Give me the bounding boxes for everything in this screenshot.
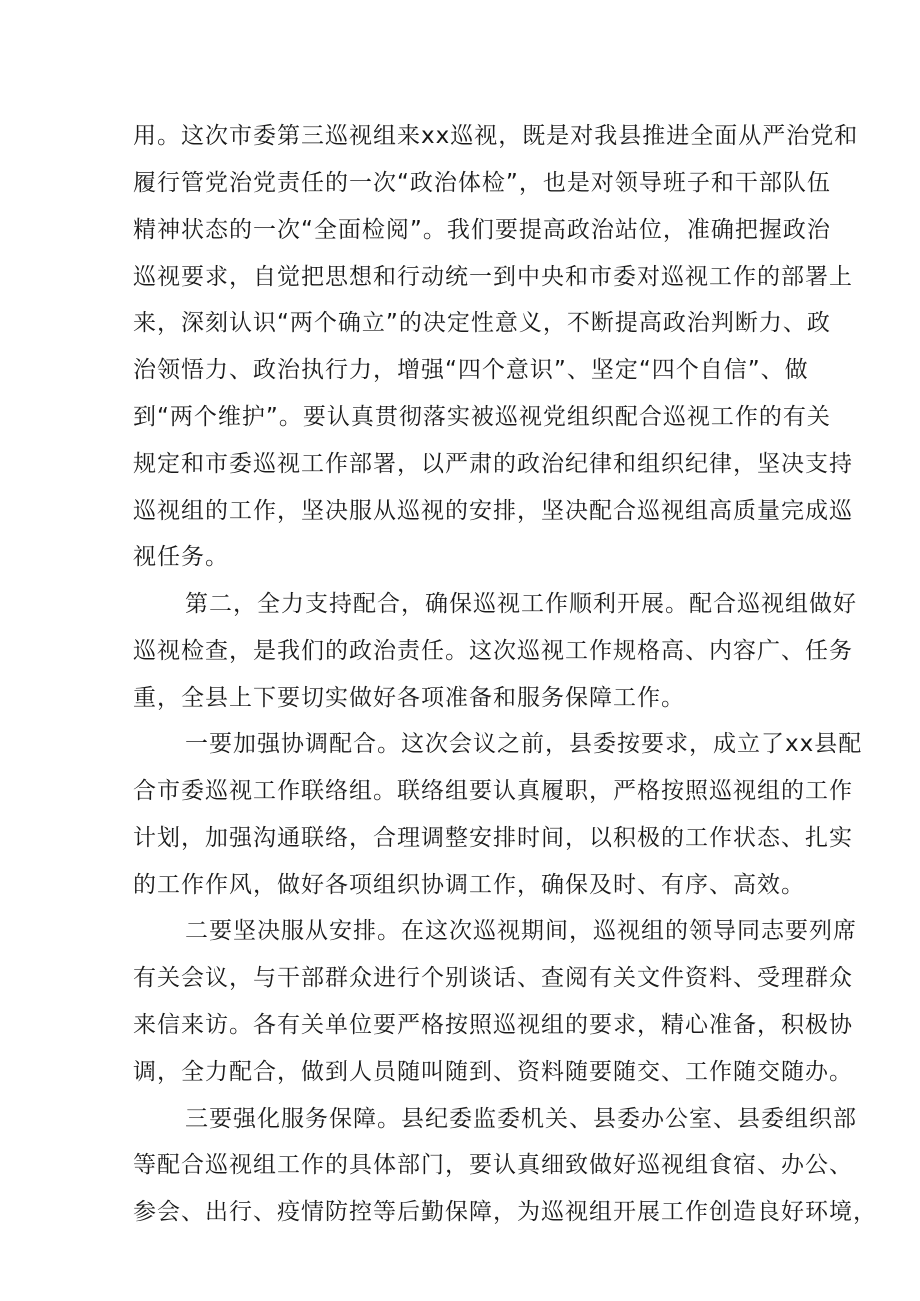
paragraph-start-line: 第二，全力支持配合，确保巡视工作顺利开展。配合巡视组做好 xyxy=(185,591,857,617)
text-line: 合市委巡视工作联络组。联络组要认真履职，严格按照巡视组的工作 xyxy=(133,778,853,804)
text-line: 的工作作风，做好各项组织协调工作，确保及时、有序、高效。 xyxy=(133,872,805,898)
text-line: 精神状态的一次“全面检阅”。我们要提高政治站位，准确把握政治 xyxy=(133,217,831,243)
text-line: 巡视检查，是我们的政治责任。这次巡视工作规格高、内容广、任务 xyxy=(133,638,853,664)
text-line: 治领悟力、政治执行力，增强“四个意识”、坚定“四个自信”、做 xyxy=(133,357,809,383)
text-line: 巡视要求，自觉把思想和行动统一到中央和市委对巡视工作的部署上 xyxy=(133,264,853,290)
paragraph-start-line: 三要强化服务保障。县纪委监委机关、县委办公室、县委组织部 xyxy=(185,1106,857,1132)
text-line: 计划，加强沟通联络，合理调整安排时间，以积极的工作状态、扎实 xyxy=(133,825,853,851)
text-line: 到“两个维护”。要认真贯彻落实被巡视党组织配合巡视工作的有关 xyxy=(133,404,831,430)
text-line: 视任务。 xyxy=(133,544,229,570)
paragraph-start-line: 一要加强协调配合。这次会议之前，县委按要求，成立了xx县配 xyxy=(185,731,863,757)
text-line: 用。这次市委第三巡视组来xx巡视，既是对我县推进全面从严治党和 xyxy=(133,123,859,149)
text-line: 来信来访。各有关单位要严格按照巡视组的要求，精心准备，积极协 xyxy=(133,1012,853,1038)
text-line: 参会、出行、疫情防控等后勤保障，为巡视组开展工作创造良好环境， xyxy=(133,1199,877,1225)
text-line: 调，全力配合，做到人员随叫随到、资料随要随交、工作随交随办。 xyxy=(133,1059,853,1085)
text-line: 重，全县上下要切实做好各项准备和服务保障工作。 xyxy=(133,685,685,711)
text-line: 规定和市委巡视工作部署，以严肃的政治纪律和组织纪律，坚决支持 xyxy=(133,451,853,477)
text-line: 来，深刻认识“两个确立”的决定性意义，不断提高政治判断力、政 xyxy=(133,310,831,336)
text-line: 等配合巡视组工作的具体部门，要认真细致做好巡视组食宿、办公、 xyxy=(133,1152,853,1178)
text-line: 有关会议，与干部群众进行个别谈话、查阅有关文件资料、受理群众 xyxy=(133,965,853,991)
text-line: 履行管党治党责任的一次“政治体检”，也是对领导班子和干部队伍 xyxy=(133,170,831,196)
paragraph-start-line: 二要坚决服从安排。在这次巡视期间，巡视组的领导同志要列席 xyxy=(185,918,857,944)
text-line: 巡视组的工作，坚决服从巡视的安排，坚决配合巡视组高质量完成巡 xyxy=(133,498,853,524)
